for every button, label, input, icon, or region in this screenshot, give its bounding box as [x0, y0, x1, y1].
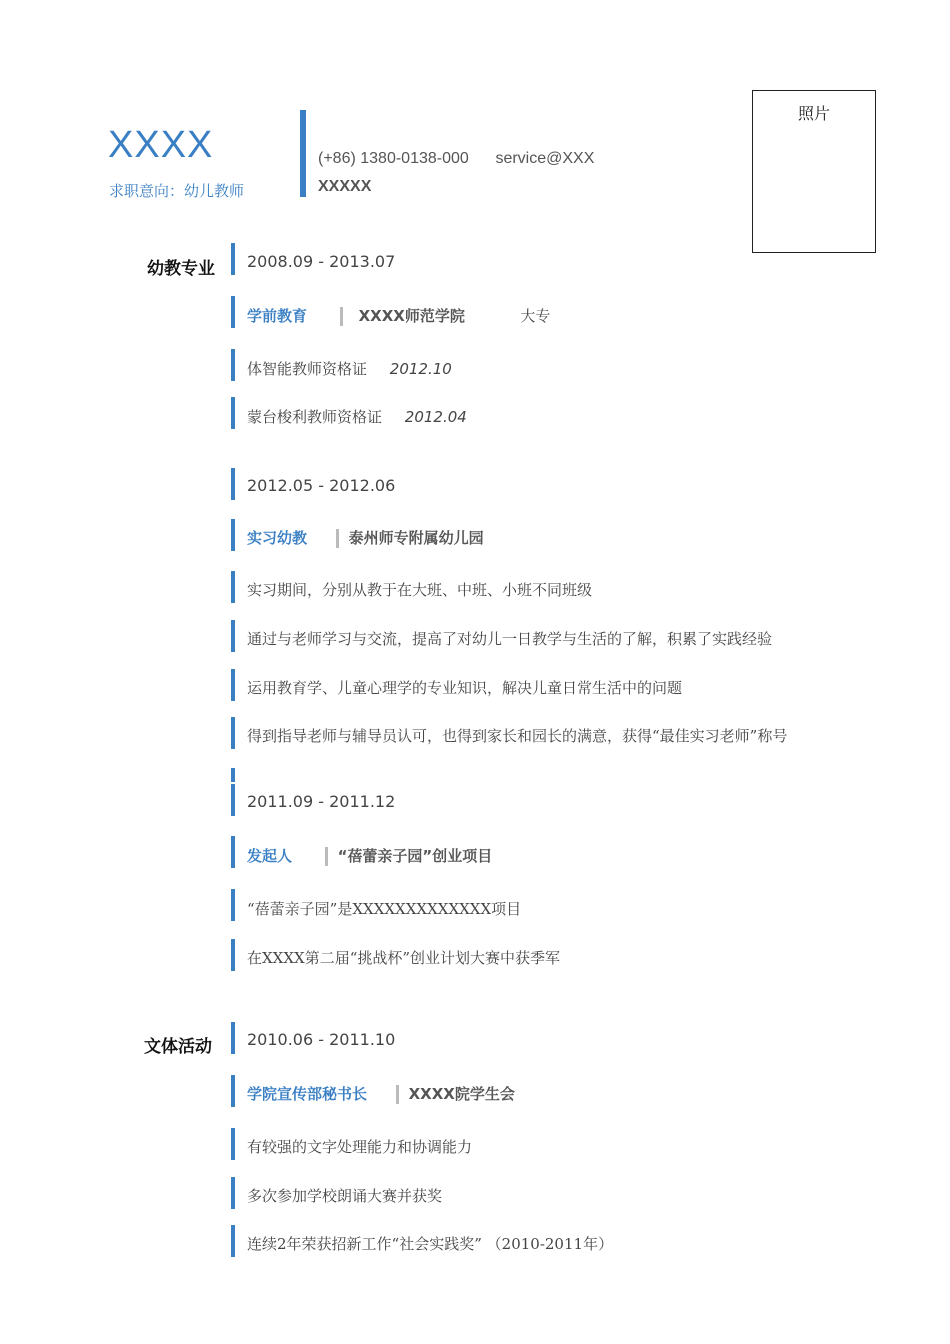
address: XXXXX: [318, 178, 372, 195]
activities-date: 2010.06 - 2011.10: [247, 1030, 396, 1049]
phone: (+86) 1380-0138-000: [318, 150, 469, 167]
education-school: XXXX师范学院: [358, 307, 465, 325]
internship-row: [247, 527, 484, 548]
list-item: 在XXXX第二届“挑战杯”创业计划大赛中获季军: [247, 949, 561, 967]
activities-org: XXXX院学生会: [408, 1085, 515, 1103]
accent-line: [231, 717, 235, 749]
accent-line: [231, 768, 235, 782]
certificate-name: 蒙台梭利教师资格证: [247, 408, 383, 426]
accent-line: [231, 889, 235, 921]
list-item: 得到指导老师与辅导员认可，也得到家长和园长的满意，获得“最佳实习老师”称号: [247, 727, 788, 745]
list-item: 通过与老师学习与交流，提高了对幼儿一日教学与生活的了解，积累了实践经验: [247, 630, 773, 648]
accent-line: [231, 243, 235, 275]
activities-role: 学院宣传部秘书长: [247, 1085, 368, 1103]
accent-line: [231, 620, 235, 652]
list-item: 有较强的文字处理能力和协调能力: [247, 1138, 473, 1156]
list-item: “蓓蕾亲子园”是XXXXXXXXXXXXX项目: [247, 900, 522, 918]
education-major: 学前教育: [247, 307, 308, 325]
divider: [396, 1085, 399, 1104]
divider: [336, 529, 339, 548]
header-divider: [300, 110, 306, 197]
photo-placeholder: [752, 90, 876, 253]
internship-date: 2012.05 - 2012.06: [247, 476, 396, 495]
list-item: 运用教育学、儿童心理学的专业知识，解决儿童日常生活中的问题: [247, 679, 683, 697]
divider: [340, 307, 343, 326]
certificate-date: 2012.04: [404, 408, 467, 426]
certificate-date: 2012.10: [389, 360, 452, 378]
startup-org: “蓓蕾亲子园”创业项目: [337, 847, 493, 865]
accent-line: [231, 571, 235, 603]
startup-role: 发起人: [247, 847, 293, 865]
accent-line: [231, 349, 235, 381]
accent-line: [231, 1022, 235, 1054]
activities-row: [247, 1083, 515, 1104]
accent-line: [231, 1075, 235, 1107]
certificate-row: [247, 406, 467, 427]
certificate-name: 体智能教师资格证: [247, 360, 368, 378]
job-intent: 求职意向：幼儿教师: [109, 182, 245, 200]
accent-line: [231, 468, 235, 500]
education-date: 2008.09 - 2013.07: [247, 252, 396, 271]
startup-date: 2011.09 - 2011.12: [247, 792, 396, 811]
accent-line: [231, 519, 235, 551]
accent-line: [231, 784, 235, 816]
accent-line: [231, 1128, 235, 1160]
startup-row: [247, 845, 492, 866]
email: service@XXX: [495, 150, 595, 167]
divider: [325, 847, 328, 866]
photo-label: 照片: [797, 104, 830, 123]
internship-role: 实习幼教: [247, 529, 308, 547]
accent-line: [231, 939, 235, 971]
accent-line: [231, 836, 235, 868]
list-item: 连续2年荣获招新工作“社会实践奖” （2010-2011年）: [247, 1235, 614, 1253]
internship-org: 泰州师专附属幼儿园: [348, 529, 484, 547]
education-row: [247, 305, 550, 326]
accent-line: [231, 296, 235, 328]
section-title-activities: 文体活动: [144, 1037, 212, 1057]
list-item: 实习期间，分别从教于在大班、中班、小班不同班级: [247, 581, 593, 599]
contact-line: [318, 150, 594, 168]
candidate-name: XXXX: [108, 124, 214, 166]
list-item: 多次参加学校朗诵大赛并获奖: [247, 1187, 443, 1205]
accent-line: [231, 669, 235, 701]
education-degree: 大专: [520, 307, 551, 325]
section-title-education: 幼教专业: [147, 259, 215, 279]
accent-line: [231, 1225, 235, 1257]
certificate-row: [247, 358, 452, 379]
accent-line: [231, 1177, 235, 1209]
accent-line: [231, 397, 235, 429]
